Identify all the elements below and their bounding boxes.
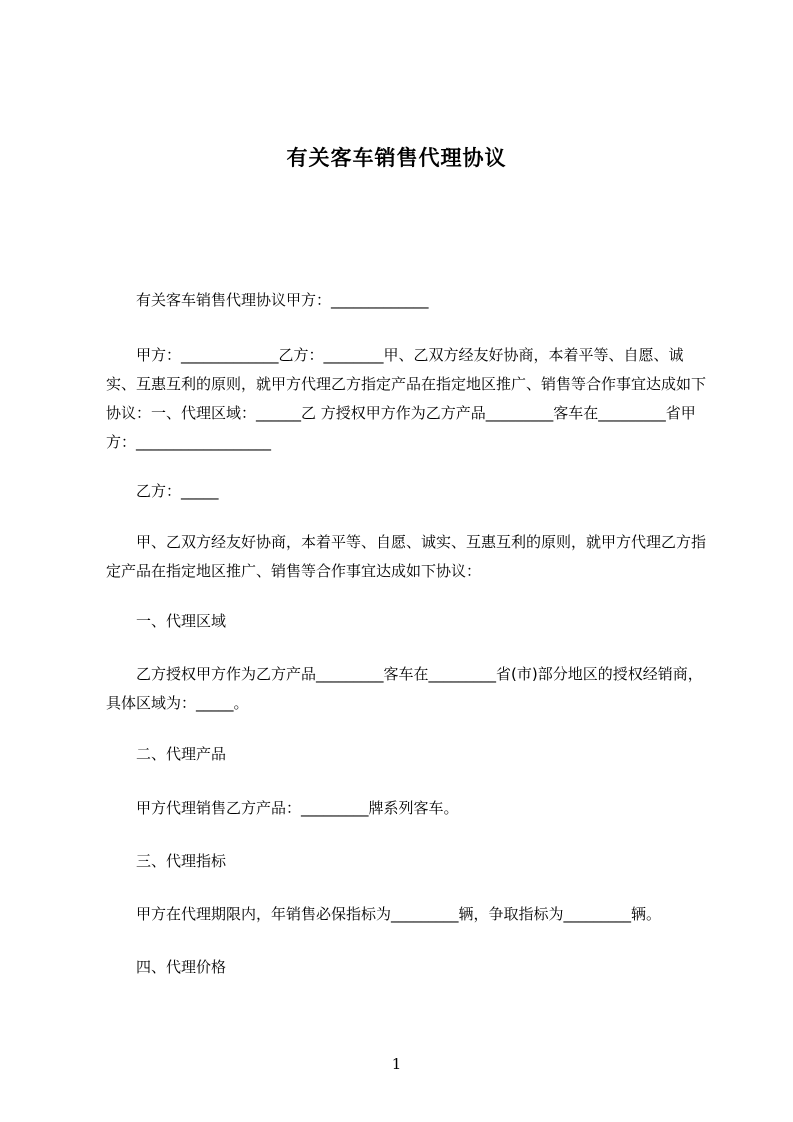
paragraph-agreement: 甲、乙双方经友好协商，本着平等、自愿、诚实、互惠互利的原则，就甲方代理乙方指定产品在指定地区推广、销售等合作事宜达成如下协议：: [106, 533, 707, 580]
paragraph-area: 乙方授权甲方作为乙方产品_________客车在_________省(市)部分地区的授权经销商，具体区域为：_____。: [106, 665, 703, 712]
paragraph-target: 甲方在代理期限内，年销售必保指标为_________辆，争取指标为_________辆。: [106, 905, 662, 923]
section-heading-area: 一、代理区域: [106, 612, 227, 630]
section-heading-product: 二、代理产品: [106, 745, 227, 763]
paragraph-party-b: 乙方：_____: [106, 482, 219, 500]
page-number: 1: [391, 1055, 402, 1073]
paragraph-intro: 有关客车销售代理协议甲方：_____________: [106, 291, 429, 309]
paragraph-product: 甲方代理销售乙方产品：_________牌系列客车。: [106, 799, 459, 817]
paragraph-parties: 甲方：_____________乙方：________甲、乙双方经友好协商，本着平等、自愿、诚实、互惠互利的原则，就甲方代理乙方指定产品在指定地区推广、销售等合作事宜达成如下协议：一、代理区域：______乙 方授权甲方作为乙方产品_________客车在_________省甲方：__________________: [106, 346, 707, 451]
section-heading-target: 三、代理指标: [106, 852, 227, 870]
document-title: 有关客车销售代理协议: [286, 146, 507, 170]
section-heading-price: 四、代理价格: [106, 958, 227, 976]
